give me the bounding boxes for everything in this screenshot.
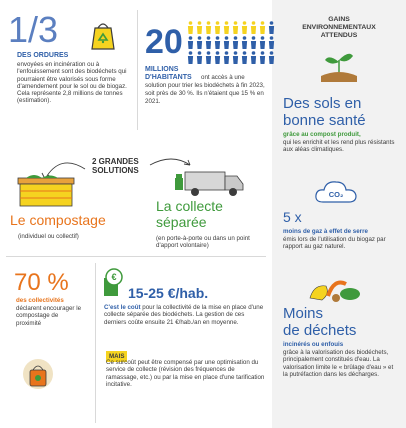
person-icon <box>206 51 211 64</box>
sols-lead: grâce au compost produit, <box>283 131 361 138</box>
stat-one-third-title: DES ORDURES <box>17 52 69 59</box>
collecte-text: (en porte-à-porte ou dans un point d'apport volontaire) <box>156 235 250 250</box>
gains-heading-1: GAINS <box>328 16 350 23</box>
person-icon-highlighted <box>242 21 247 34</box>
person-icon <box>251 51 256 64</box>
mais-text: Ce surcoût peut être compensé par une optimisation du service de collecte (révision des fréquences de ramassage, etc.) ou par la mise en place d'une tarification incitative. <box>106 359 265 388</box>
co2-cloud-icon <box>313 176 359 206</box>
cost-lead: C'est le coût <box>104 304 141 311</box>
sols-text: qui les enrichit et les rend plus résistants aux aléas climatiques. <box>283 139 395 154</box>
stat-20m-title-1: MILLIONS <box>145 66 179 73</box>
person-icon <box>242 51 247 64</box>
cost-text-block <box>104 304 264 326</box>
sols-title-2: bonne santé <box>283 112 366 129</box>
person-icon <box>251 36 256 49</box>
collecte-title-2: séparée <box>156 214 207 230</box>
compost-bucket-icon <box>22 358 54 392</box>
person-icon <box>188 51 193 64</box>
gaz-lead: moins de gaz à effet de serre <box>283 228 368 235</box>
person-icon-highlighted <box>233 21 238 34</box>
person-icon <box>197 36 202 49</box>
person-icon <box>215 36 220 49</box>
person-icon <box>224 36 229 49</box>
stat-20m-inline-text: ont accès à une solution pour trier les biodéchets à fin 2023, soit près de 30 %. Ils n'étaient que 15 % en 2021. <box>145 74 265 105</box>
person-icon <box>233 36 238 49</box>
stat-70-value: 70 % <box>14 269 69 296</box>
compost-bin-icon <box>16 174 76 208</box>
dechets-lead: incinérés ou enfouis <box>283 341 344 348</box>
cost-value: 15-25 €/hab. <box>128 285 209 301</box>
stat-20m-text <box>145 74 267 106</box>
food-waste-icon <box>306 270 366 304</box>
stat-70-text: déclarent encourager le compostage de proximité <box>16 305 82 327</box>
compost-text: (individuel ou collectif) <box>18 233 79 240</box>
divider-v-bottom <box>95 263 96 423</box>
person-icon <box>233 51 238 64</box>
waste-bag-icon <box>86 18 120 52</box>
co2-label: CO₂ <box>328 190 344 199</box>
collection-truck-icon <box>175 164 249 200</box>
person-icon <box>242 36 247 49</box>
stat-70-title: des collectivités <box>16 297 64 304</box>
person-icon-highlighted <box>224 21 229 34</box>
person-icon <box>197 51 202 64</box>
person-icon-highlighted <box>251 21 256 34</box>
person-icon-highlighted <box>197 21 202 34</box>
cost-text: pour la collectivité de la mise en place d'une collecte séparée des biodéchets. La gestion de ces derniers coûte ensuite 21 €/hab./an en moyenne. <box>104 304 264 326</box>
stat-20m-title-2: D'HABITANTS <box>145 74 192 81</box>
stat-one-third-text: envoyées en incinération ou à l'enfouissement sont des biodéchets qui pourraient être valorisés sous forme d'amendement pour le sol ou de biogaz. Cela représente 2,8 millions de tonnes (estimation). <box>17 61 127 105</box>
sols-title-1: Des sols en <box>283 95 362 112</box>
person-icon <box>260 51 265 64</box>
svg-text:€: € <box>111 272 117 282</box>
person-icon <box>206 36 211 49</box>
dechets-title-1: Moins <box>283 305 324 322</box>
gaz-value: 5 x <box>283 209 302 225</box>
stat-one-third-value: 1/3 <box>8 9 59 50</box>
people-chart <box>186 20 276 66</box>
person-icon <box>224 51 229 64</box>
dechets-title-2: de déchets <box>283 322 357 339</box>
solutions-title-2: SOLUTIONS <box>92 166 139 175</box>
gains-heading-3: ATTENDUS <box>320 32 358 39</box>
solutions-title-1: 2 GRANDES <box>92 157 139 166</box>
soil-sprout-icon <box>317 46 361 86</box>
person-icon-highlighted <box>215 21 220 34</box>
gaz-text: émis lors de l'utilisation du biogaz par rapport au gaz naturel. <box>283 236 386 251</box>
stat-20m-value: 20 <box>145 23 183 61</box>
collecte-title-1: La collecte <box>156 198 223 214</box>
person-icon-highlighted <box>188 21 193 34</box>
person-icon <box>269 51 274 64</box>
divider-v-top <box>137 10 138 130</box>
divider-h-mid <box>6 256 266 257</box>
person-icon <box>215 51 220 64</box>
dechets-text: grâce à la valorisation des biodéchets, principalement constitués d'eau. La valorisation limite le « brûlage d'eau » et la putréfaction dans les décharges. <box>283 349 394 378</box>
mais-label: MAIS <box>106 351 127 362</box>
compost-title: Le compostage <box>10 212 106 228</box>
person-icon-highlighted <box>206 21 211 34</box>
person-icon-highlighted <box>260 21 265 34</box>
gains-heading-2: ENVIRONNEMENTAUX <box>302 24 376 31</box>
euro-coin-icon <box>102 268 126 298</box>
person-icon <box>260 36 265 49</box>
person-icon <box>188 36 193 49</box>
